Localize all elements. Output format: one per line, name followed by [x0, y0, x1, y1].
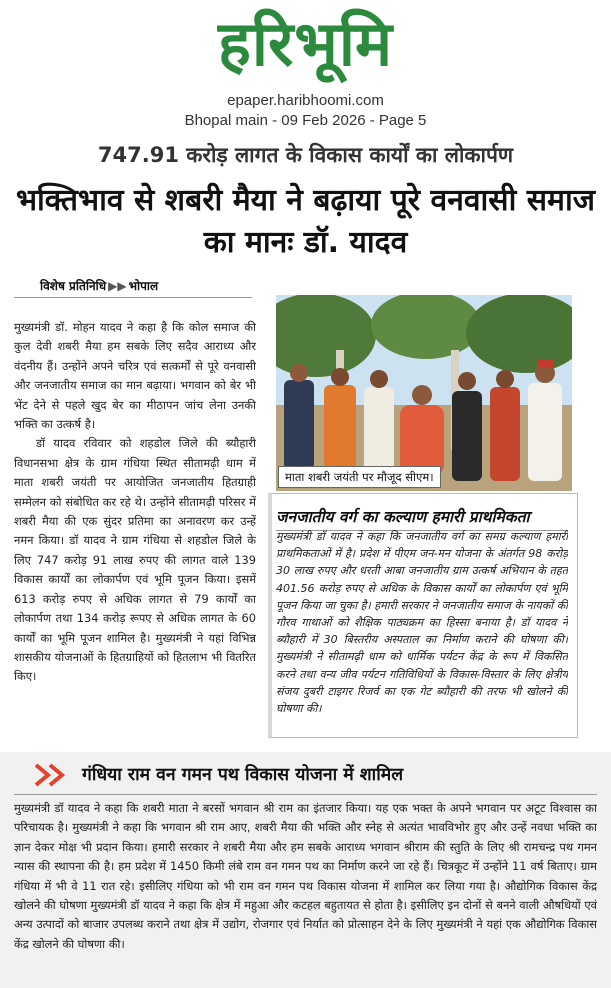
article-headline: भक्तिभाव से शबरी मैया ने बढ़ाया पूरे वनवासी समाज का मानः डॉ. यादव [15, 183, 596, 260]
byline-label: विशेष प्रतिनिधि [40, 279, 107, 293]
edition-info: Bhopal main - 09 Feb 2026 - Page 5 [184, 112, 427, 129]
article-photo [276, 295, 572, 491]
section-body: मुख्यमंत्री डॉ यादव ने कहा कि शबरी माता ने बरसों भगवान श्री राम का इंतजार किया। यह एक भक्त के अपने भगवान पर अटूट विश्वास का परिचायक है। मुख्यमंत्री ने कहा कि भगवान श्री राम आए, शबरी मैया की भक्ति और स्नेह से अत्यंत भावविभोर हुए और उन्हें नवधा भक्ति का ज्ञान देकर मोक्ष भी प्रदान किया। हमारी सरकार ने शबरी मैया और हम सबके आराध्य भगवान श्रीराम की स्तुति के लिए श्री रामचन्द्र पथ गमन न्यास की स्थापना की है। हम प्रदेश में 1450 किमी लंबे राम वन गमन पथ का निर्माण करने जा रहे हैं। चित्रकूट में उन्होंने 11 वर्ष बिताए। ग्राम गंधिया में भी वे 11 रात रहे। इसीलिए गंधिया को भी राम वन गमन पथ विकास योजना में शामिल कर लिया गया है। औद्योगिक विकास केंद्र खोलने की घोषणा मुख्यमंत्री डॉ यादव ने कहा कि क्षेत्र में महुआ और कटहल बहुतायत से होता है। इसीलिए इन दोनों से बनने वाली औषधियों एवं अन्य उत्पादों को बाजार उपलब्ध कराने तथा क्षेत्र में उद्योग, रोजगार एवं निर्यात को प्रोत्साहन देने के लिए मुख्यमंत्री ने यहां एक औद्योगिक विकास केंद्र खोलने की घोषणा की। [14, 801, 597, 951]
section-title: गंधिया राम वन गमन पथ विकास योजना में शामिल [82, 765, 404, 785]
epaper-url[interactable]: epaper.haribhoomi.com [227, 92, 384, 109]
sidebar-body: मुख्यमंत्री डॉ यादव ने कहा कि जनजातीय वर्ग का समग्र कल्याण हमारी प्राथमिकताओं में है। प्रदेश में पीएम जन-मन योजना के अंतर्गत 98 करोड़ 30 लाख रुपए और धरती आबा जनजातीय ग्राम उत्कर्ष अभियान के तहत 401.56 करोड़ रुपए से अधिक के विकास कार्यों का लोकार्पण एवं भूमि पूजन किया जा चुका है। हमारी सरकार ने जनजातीय समाज के नायकों की गौरव गाथाओं को शैक्षिक पाठ्यक्रम का हिस्सा बनाया है। डॉ यादव ने ब्यौहारी में 30 बिस्तरीय अस्पताल का निर्माण कराने की घोषणा की। मुख्यमंत्री ने सीतामढ़ी धाम को धार्मिक पर्यटन केंद्र के रूप में विकसित करने तथा वन्य जीव पर्यटन गतिविधियों के विकास-विस्तार के लिए क्षेत्रीय संजय दुबरी टाइगर रिजर्व का एक गेट ब्यौहारी की तरफ भी खोलने की घोषणा की। [276, 530, 568, 716]
byline-place: भोपाल [128, 279, 159, 293]
masthead [0, 4, 611, 84]
haribhoomi-logo: हरिभूमि [217, 7, 394, 80]
photo-caption: माता शबरी जयंती पर मौजूद सीएम। [278, 466, 441, 488]
article-body [14, 318, 256, 738]
article-paragraph: मुख्यमंत्री डॉ. मोहन यादव ने कहा है कि कोल समाज की कुल देवी शबरी मैया हम सबके लिए सदैव आराध्य और वंदनीय हैं। उन्होंने अपने चरित्र एवं सत्कर्मों से पूरे वनवासी और जनजातीय समाज का मान बढ़ाया। भगवान को बेर भी भेंट देने से पहले खुद बेर का मीठापन जांच लेना उनकी भक्ति का उत्कर्ष है। [14, 320, 256, 432]
article-paragraph: डॉ यादव रविवार को शहडोल जिले की ब्यौहारी विधानसभा क्षेत्र के ग्राम गंधिया स्थित सीतामढ़ी धाम में माता शबरी जयंती पर आयोजित जनजातीय हितग्राही सम्मेलन को संबोधित कर रहे थे। उन्होंने सीतामढ़ी परिसर में शबरी मैया की एक सुंदर प्रतिमा का अनावरण कर उन्हें नमन किया। डॉ यादव ने ग्राम गंधिया से शहडोल जिले के लिए 747 करोड़ 91 लाख रुपए की लागत वाले 139 विकास कार्यों का लोकार्पण एवं भूमि पूजन किया। इसमें 613 करोड़ रुपए से अधिक लागत से 79 कार्यों का लोकार्पण तथा 134 करोड़ रूपए से अधिक लागत के 60 कार्यों का भूमि पूजन शामिल है। मुख्यमंत्री ने यहां विभिन्न शासकीय योजनाओं के हितग्राहियों को हितलाभ भी वितरित किए। [14, 436, 256, 684]
double-chevron-right-icon [34, 762, 74, 788]
byline [40, 277, 158, 295]
sidebar-title: जनजातीय वर्ग का कल्याण हमारी प्राथमिकता [276, 505, 568, 531]
double-triangle-right-icon: ▶▶ [108, 279, 127, 293]
section-divider [14, 794, 597, 795]
article-kicker: 747.91 करोड़ लागत के विकास कार्यों का लोकार्पण [97, 143, 514, 167]
byline-divider [14, 297, 252, 298]
